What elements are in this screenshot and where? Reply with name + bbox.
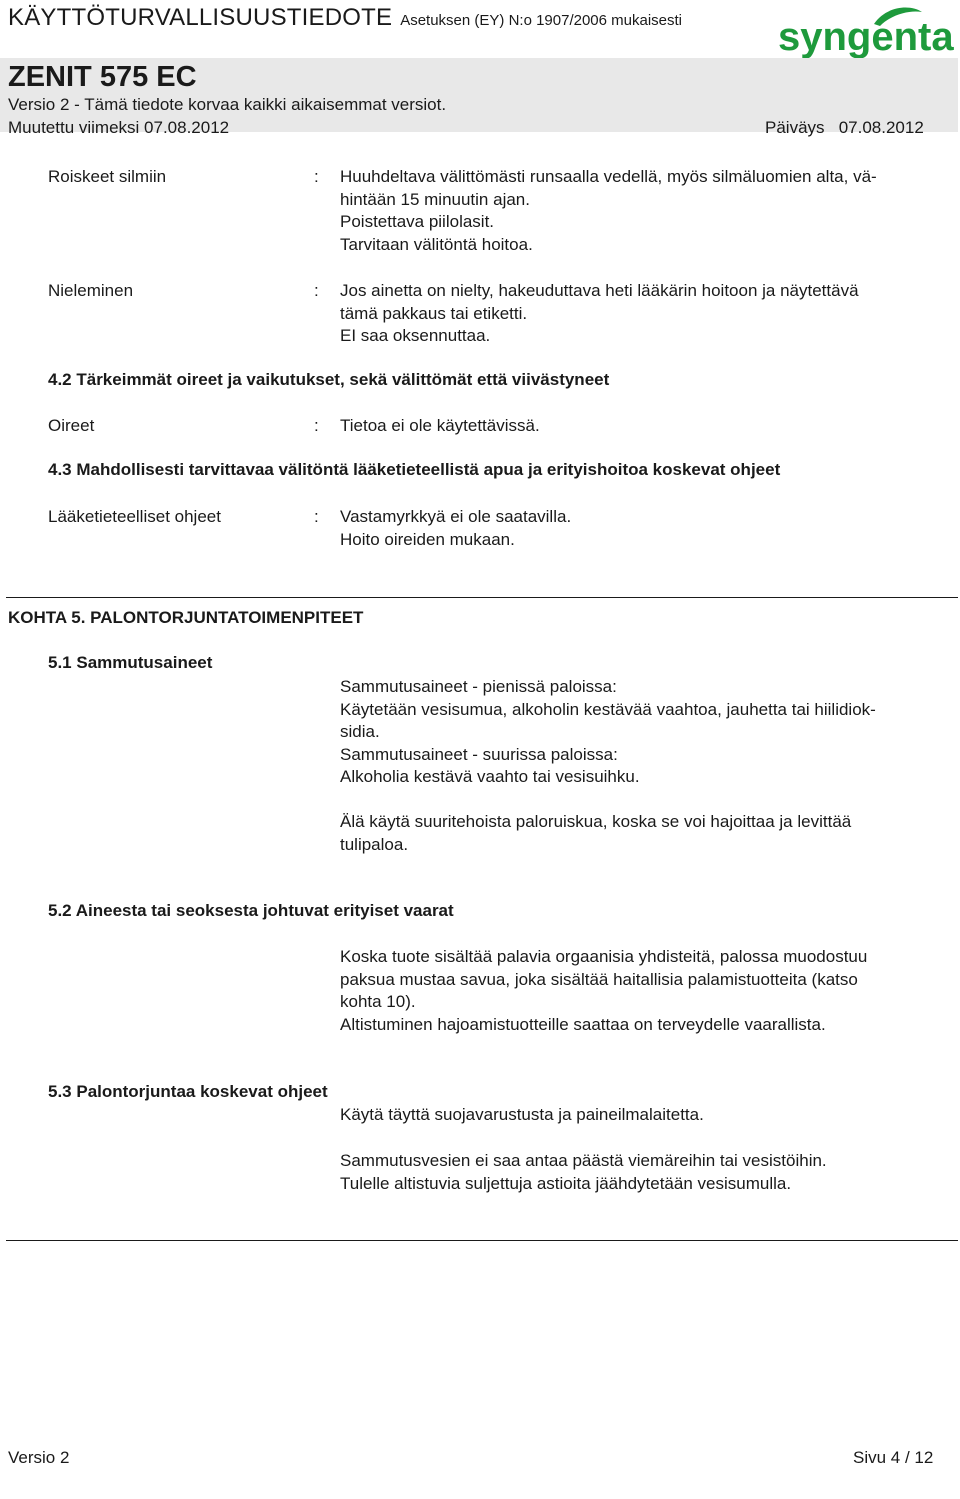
logo-wordmark: syngenta xyxy=(778,15,954,58)
date-value: 07.08.2012 xyxy=(838,118,924,137)
medical-advice-line: Hoito oireiden mukaan. xyxy=(340,529,515,549)
product-name: ZENIT 575 EC xyxy=(8,61,197,93)
section-end-divider xyxy=(6,1240,958,1241)
section-4-3-heading: 4.3 Mahdollisesti tarvittavaa välitöntä lääketieteellistä apua ja erityishoitoa koskevat ohjeet xyxy=(48,460,781,479)
eyes-line: hintään 15 minuutin ajan. xyxy=(340,189,530,209)
firefighter-advice-text xyxy=(340,1150,827,1195)
regulation-text: Asetuksen (EY) N:o 1907/2006 mukaisesti xyxy=(400,12,683,29)
ingestion-label: Nieleminen xyxy=(48,281,134,300)
document-title xyxy=(8,4,682,32)
doc-title-text: KÄYTTÖTURVALLISUUSTIEDOTE xyxy=(8,4,393,31)
hazards-line: paksua mustaa savua, joka sisältää haitallisia palamistuotteita (katso xyxy=(340,969,858,989)
extinguishing-warning xyxy=(340,811,851,856)
date-field xyxy=(765,118,924,138)
extinguishing-line: Käytetään vesisumua, alkoholin kestävää vaahtoa, jauhetta tai hiilidiok- xyxy=(340,699,876,719)
date-label: Päiväys xyxy=(765,118,825,137)
section-4-2-heading: 4.2 Tärkeimmät oireet ja vaikutukset, sekä välittömät että viivästyneet xyxy=(48,370,610,389)
hazards-line: kohta 10). xyxy=(340,992,416,1011)
ingestion-colon: : xyxy=(314,281,319,300)
eyes-line: Huuhdeltava välittömästi runsaalla vedellä, myös silmäluomien alta, vä- xyxy=(340,167,877,186)
eyes-instructions xyxy=(340,166,877,256)
ingestion-line: tämä pakkaus tai etiketti. xyxy=(340,303,528,323)
symptoms-colon: : xyxy=(314,416,319,435)
version-note: Versio 2 - Tämä tiedote korvaa kaikki aikaisemmat versiot. xyxy=(8,95,447,114)
section-5-3-heading: 5.3 Palontorjuntaa koskevat ohjeet xyxy=(48,1082,328,1101)
advice-line: Sammutusvesien ei saa antaa päästä viemäreihin tai vesistöihin. xyxy=(340,1151,827,1170)
section-5-title: KOHTA 5. PALONTORJUNTATOIMENPITEET xyxy=(8,608,364,627)
ingestion-line: Jos ainetta on nielty, hakeuduttava heti lääkärin hoitoon ja näytettävä xyxy=(340,281,859,300)
medical-advice-label: Lääketieteelliset ohjeet xyxy=(48,507,221,526)
section-5-2-heading: 5.2 Aineesta tai seoksesta johtuvat erityiset vaarat xyxy=(48,901,454,920)
section-divider xyxy=(6,597,958,598)
footer-version: Versio 2 xyxy=(8,1448,70,1467)
syngenta-logo xyxy=(776,4,956,58)
ingestion-instructions xyxy=(340,280,859,348)
modified-date: Muutettu viimeksi 07.08.2012 xyxy=(8,118,230,137)
advice-line: Tulelle altistuvia suljettuja astioita jäähdytetään vesisumulla. xyxy=(340,1173,792,1193)
warning-line: tulipaloa. xyxy=(340,834,409,854)
extinguishing-line: Alkoholia kestävä vaahto tai vesisuihku. xyxy=(340,767,640,786)
medical-advice-colon: : xyxy=(314,507,319,526)
medical-advice-line: Vastamyrkkyä ei ole saatavilla. xyxy=(340,507,572,526)
warning-line: Älä käytä suuritehoista paloruiskua, koska se voi hajoittaa ja levittää xyxy=(340,812,852,831)
section-5-1-heading: 5.1 Sammutusaineet xyxy=(48,653,213,672)
eyes-line: Tarvitaan välitöntä hoitoa. xyxy=(340,234,533,254)
eyes-colon: : xyxy=(314,167,319,186)
medical-advice-text xyxy=(340,506,571,551)
hazards-line: Altistuminen hajoamistuotteille saattaa on terveydelle vaarallista. xyxy=(340,1014,826,1034)
extinguishing-line: Sammutusaineet - suurissa paloissa: xyxy=(340,744,618,764)
eyes-label: Roiskeet silmiin xyxy=(48,167,167,186)
symptoms-value: Tietoa ei ole käytettävissä. xyxy=(340,416,540,435)
extinguishing-line: Sammutusaineet - pienissä paloissa: xyxy=(340,677,617,696)
special-hazards-text xyxy=(340,946,867,1036)
extinguishing-media-text xyxy=(340,676,876,789)
hazards-line: Koska tuote sisältää palavia orgaanisia yhdisteitä, palossa muodostuu xyxy=(340,947,868,966)
symptoms-label: Oireet xyxy=(48,416,95,435)
extinguishing-line: sidia. xyxy=(340,722,380,741)
ingestion-line: EI saa oksennuttaa. xyxy=(340,326,491,345)
eyes-line: Poistettava piilolasit. xyxy=(340,212,495,231)
footer-page-number: Sivu 4 / 12 xyxy=(853,1448,934,1467)
firefighter-advice-line: Käytä täyttä suojavarustusta ja paineilmalaitetta. xyxy=(340,1105,704,1124)
